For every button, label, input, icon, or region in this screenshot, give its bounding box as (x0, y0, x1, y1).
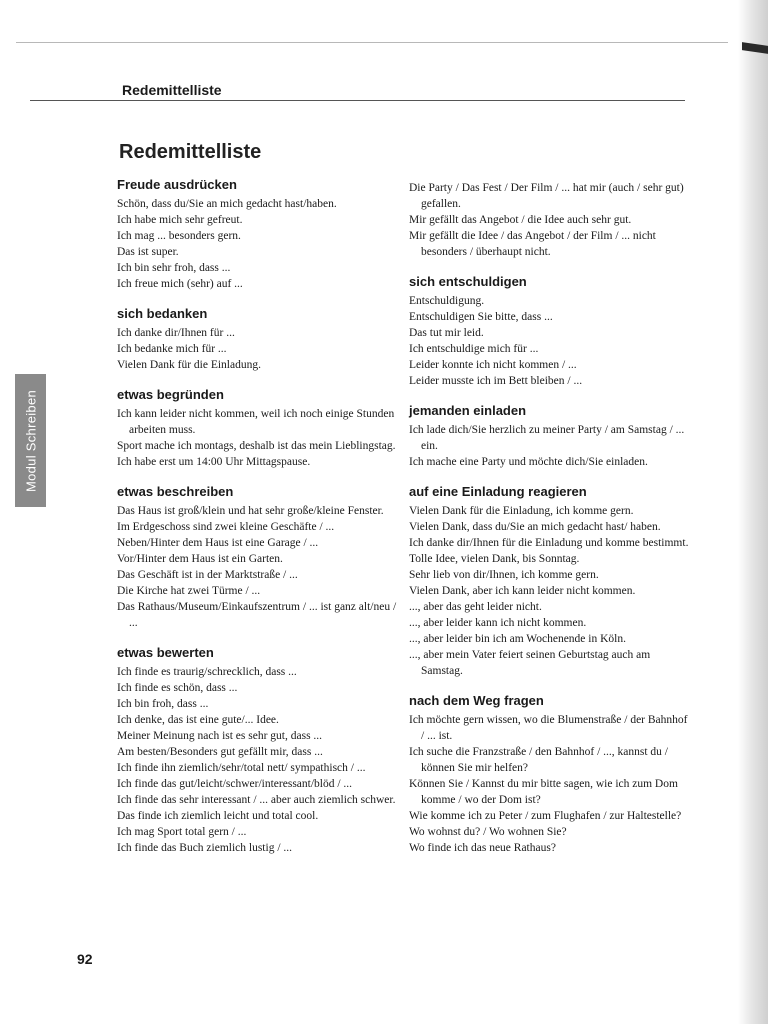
header-rule (30, 100, 685, 101)
phrase-line: Vielen Dank für die Einladung, ich komme gern. (409, 505, 634, 517)
section-sich-entschuldigen (409, 273, 691, 389)
section-heading: auf eine Einladung reagieren (409, 484, 587, 499)
phrase-line: Meiner Meinung nach ist es sehr gut, dass ... (117, 730, 323, 742)
phrase-line: Leider musste ich im Bett bleiben / ... (409, 375, 583, 387)
phrase-line: Ich finde ihn ziemlich/sehr/total nett/ sympathisch / ... (117, 762, 366, 774)
side-tab-label: Modul Schreiben (23, 389, 38, 492)
section-etwas-bewerten (117, 644, 397, 856)
section-heading: sich bedanken (117, 306, 208, 321)
phrase-line: Ich finde es schön, dass ... (117, 682, 238, 694)
section-heading: etwas begründen (117, 387, 224, 402)
side-tab (15, 374, 46, 507)
section-sich-bedanken (117, 305, 397, 373)
section-continued (409, 180, 691, 260)
phrase-line: Wo wohnst du? / Wo wohnen Sie? (409, 826, 567, 838)
phrase-line: ..., aber leider bin ich am Wochenende in Köln. (409, 633, 626, 645)
phrase-line: Ich habe mich sehr gefreut. (117, 214, 243, 226)
phrase-line: Mir gefällt das Angebot / die Idee auch sehr gut. (409, 214, 632, 226)
section-heading: sich entschuldigen (409, 274, 527, 289)
section-etwas-begruenden (117, 386, 397, 470)
section-nach-dem-weg-fragen (409, 692, 691, 856)
phrase-line: Das tut mir leid. (409, 327, 484, 339)
phrase-line: Ich danke dir/Ihnen für die Einladung und komme bestimmt. (409, 537, 689, 549)
left-column (117, 176, 397, 869)
phrase-line: Ich bin sehr froh, dass ... (117, 262, 231, 274)
phrase-line: Ich bin froh, dass ... (117, 698, 209, 710)
phrase-line: Schön, dass du/Sie an mich gedacht hast/haben. (117, 198, 337, 210)
section-heading: etwas beschreiben (117, 484, 234, 499)
phrase-line: ..., aber leider kann ich nicht kommen. (409, 617, 587, 629)
page-number: 92 (77, 951, 93, 967)
section-etwas-beschreiben (117, 483, 397, 631)
phrase-line: Ich finde es traurig/schrecklich, dass ... (117, 666, 297, 678)
right-column (409, 180, 691, 869)
phrase-line: Ich finde das sehr interessant / ... aber auch ziemlich schwer. (117, 794, 396, 806)
phrase-line: Mir gefällt die Idee / das Angebot / der Film / ... nicht besonders / überhaupt nicht. (409, 230, 656, 258)
phrase-line: Leider konnte ich nicht kommen / ... (409, 359, 577, 371)
section-freude-ausdruecken (117, 176, 397, 292)
phrase-line: Vielen Dank für die Einladung. (117, 359, 261, 371)
page-title: Redemittelliste (119, 141, 262, 163)
phrase-line: Sehr lieb von dir/Ihnen, ich komme gern. (409, 569, 599, 581)
phrase-line: Vielen Dank, dass du/Sie an mich gedacht hast/ haben. (409, 521, 661, 533)
phrase-line: Das Haus ist groß/klein und hat sehr große/kleine Fenster. (117, 505, 384, 517)
phrase-line: ..., aber mein Vater feiert seinen Geburtstag auch am Samstag. (409, 649, 651, 677)
phrase-line: Ich mag Sport total gern / ... (117, 826, 247, 838)
phrase-line: Ich möchte gern wissen, wo die Blumenstraße / der Bahnhof / ... ist. (409, 714, 688, 742)
phrase-line: Ich mache eine Party und möchte dich/Sie einladen. (409, 456, 648, 468)
phrase-line: Ich danke dir/Ihnen für ... (117, 327, 235, 339)
section-heading: etwas bewerten (117, 645, 214, 660)
phrase-line: Ich habe erst um 14:00 Uhr Mittagspause. (117, 456, 311, 468)
running-header: Redemittelliste (122, 82, 222, 98)
phrase-line: Wo finde ich das neue Rathaus? (409, 842, 556, 854)
scan-page-edge (738, 0, 768, 1024)
phrase-line: Das ist super. (117, 246, 179, 258)
section-auf-eine-einladung-reagieren (409, 483, 691, 679)
phrase-line: Ich mag ... besonders gern. (117, 230, 241, 242)
phrase-line: Das Geschäft ist in der Marktstraße / ... (117, 569, 298, 581)
phrase-line: Im Erdgeschoss sind zwei kleine Geschäfte / ... (117, 521, 335, 533)
section-jemanden-einladen (409, 402, 691, 470)
phrase-line: Ich bedanke mich für ... (117, 343, 227, 355)
phrase-line: Vielen Dank, aber ich kann leider nicht kommen. (409, 585, 636, 597)
phrase-line: ..., aber das geht leider nicht. (409, 601, 542, 613)
phrase-line: Ich denke, das ist eine gute/... Idee. (117, 714, 279, 726)
phrase-line: Vor/Hinter dem Haus ist ein Garten. (117, 553, 283, 565)
section-heading: nach dem Weg fragen (409, 693, 544, 708)
phrase-line: Die Kirche hat zwei Türme / ... (117, 585, 261, 597)
phrase-line: Das Rathaus/Museum/Einkaufszentrum / ... ist ganz alt/neu / ... (117, 601, 397, 629)
phrase-line: Entschuldigen Sie bitte, dass ... (409, 311, 553, 323)
phrase-line: Ich finde das Buch ziemlich lustig / ... (117, 842, 293, 854)
phrase-line: Tolle Idee, vielen Dank, bis Sonntag. (409, 553, 580, 565)
scan-top-line (16, 42, 728, 43)
section-heading: Freude ausdrücken (117, 177, 237, 192)
phrase-line: Wie komme ich zu Peter / zum Flughafen / zur Haltestelle? (409, 810, 682, 822)
phrase-line: Können Sie / Kannst du mir bitte sagen, wie ich zum Dom komme / wo der Dom ist? (409, 778, 678, 806)
section-heading: jemanden einladen (409, 403, 527, 418)
phrase-line: Das finde ich ziemlich leicht und total cool. (117, 810, 319, 822)
phrase-line: Am besten/Besonders gut gefällt mir, dass ... (117, 746, 323, 758)
phrase-line: Die Party / Das Fest / Der Film / ... hat mir (auch / sehr gut) gefallen. (409, 182, 684, 210)
phrase-line: Neben/Hinter dem Haus ist eine Garage / ... (117, 537, 319, 549)
phrase-line: Sport mache ich montags, deshalb ist das mein Lieblingstag. (117, 440, 396, 452)
phrase-line: Entschuldigung. (409, 295, 485, 307)
phrase-line: Ich lade dich/Sie herzlich zu meiner Party / am Samstag / ... ein. (409, 424, 685, 452)
phrase-line: Ich freue mich (sehr) auf ... (117, 278, 243, 290)
phrase-line: Ich entschuldige mich für ... (409, 343, 539, 355)
phrase-line: Ich finde das gut/leicht/schwer/interessant/blöd / ... (117, 778, 353, 790)
phrase-line: Ich suche die Franzstraße / den Bahnhof / ..., kannst du / können Sie mir helfen? (409, 746, 669, 774)
phrase-line: Ich kann leider nicht kommen, weil ich noch einige Stunden arbeiten muss. (117, 408, 395, 436)
